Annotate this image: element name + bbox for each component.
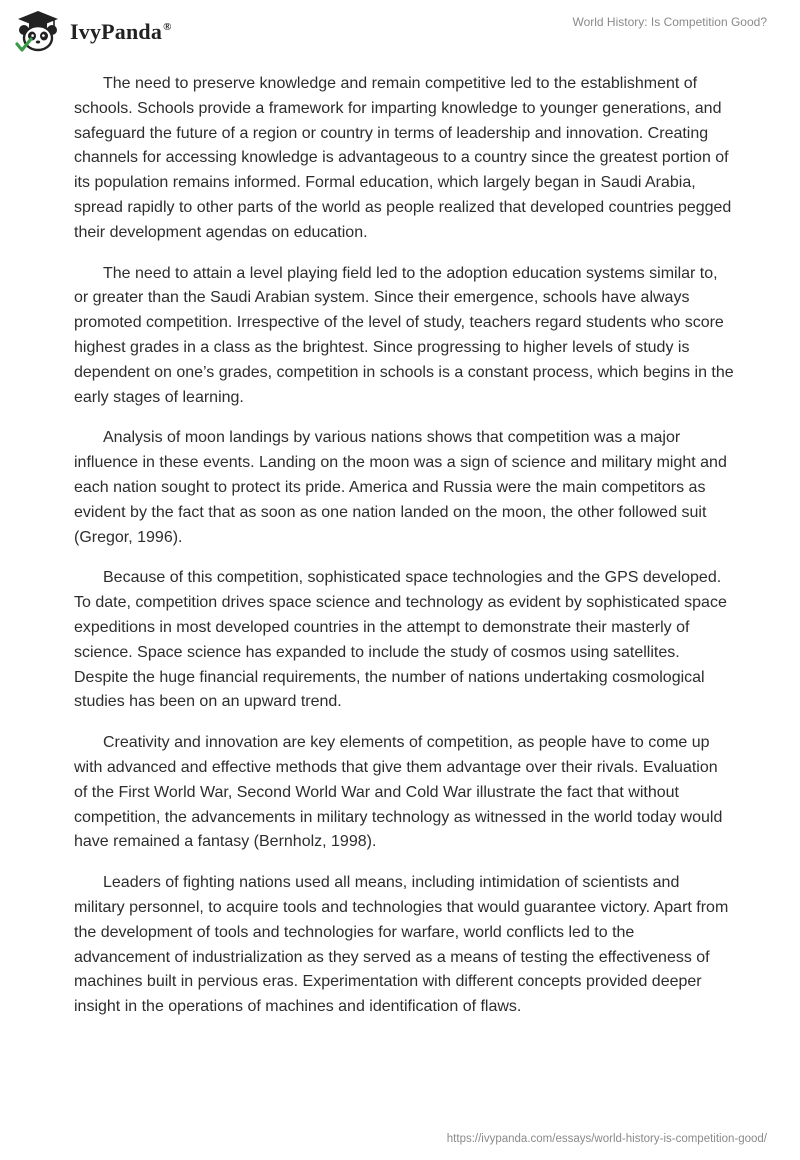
logo-text bbox=[70, 19, 172, 45]
paragraph: Analysis of moon landings by various nations shows that competition was a major influence in these events. Landing on the moon was a sign of science and military might and each nation sought to protect its pride. America and Russia were the main competitors as evident by the fact that as soon as one nation landed on the moon, the other followed suit (Gregor, 1996). bbox=[74, 429, 727, 546]
paragraph: Creativity and innovation are key elements of competition, as people have to come up with advanced and effective methods that give them advantage over their rivals. Evaluation of the First World War, Second World War and Cold War illustrate the fact that without competition, the advancements in military technology as witnessed in the world today would have remained a fantasy (Bernholz, 1998). bbox=[74, 734, 723, 851]
essay-body bbox=[74, 72, 734, 1036]
logo[interactable] bbox=[14, 8, 172, 56]
paragraph: The need to preserve knowledge and remain competitive led to the establishment of schools. Schools provide a framework for imparting knowledge to younger generations, and safeguard the future of a region or country in terms of leadership and innovation. Creating channels for accessing knowledge is advantageous to a country since the greatest portion of its population remains informed. Formal education, which largely began in Saudi Arabia, spread rapidly to other parts of the world as people realized that developed countries pegged their development agendas on education. bbox=[74, 75, 732, 241]
panda-graduation-icon bbox=[14, 8, 62, 56]
logo-wordmark: IvyPanda bbox=[70, 19, 163, 44]
source-url[interactable]: https://ivypanda.com/essays/world-history-is-competition-good/ bbox=[446, 1133, 767, 1145]
paragraph: The need to attain a level playing field led to the adoption education systems similar to, or greater than the Saudi Arabian system. Since their emergence, schools have always promoted competition. Irrespective of the level of study, teachers regard students who score highest grades in a class as the brightest. Since progressing to higher levels of study is dependent on one’s grades, competition in schools is a constant process, which begins in the early stages of learning. bbox=[74, 264, 734, 406]
paragraph: Because of this competition, sophisticated space technologies and the GPS developed. To date, competition drives space science and technology as evident by sophisticated space expeditions in most developed countries in the attempt to demonstrate their masterly of science. Space science has expanded to include the study of cosmos using satellites. Despite the huge financial requirements, the number of nations undertaking cosmological studies has been on an upward trend. bbox=[74, 569, 727, 711]
document-title: World History: Is Competition Good? bbox=[572, 15, 767, 29]
paragraph: Leaders of fighting nations used all means, including intimidation of scientists and military personnel, to acquire tools and technologies that would guarantee victory. Apart from the development of tools and technologies for warfare, world conflicts led to the advancement of industrialization as they served as a means of testing the effectiveness of machines built in pervious eras. Experimentation with different concepts provided deeper insight in the operations of machines and identification of flaws. bbox=[74, 874, 729, 1016]
page-header bbox=[0, 0, 800, 60]
registered-mark: ® bbox=[163, 21, 172, 33]
